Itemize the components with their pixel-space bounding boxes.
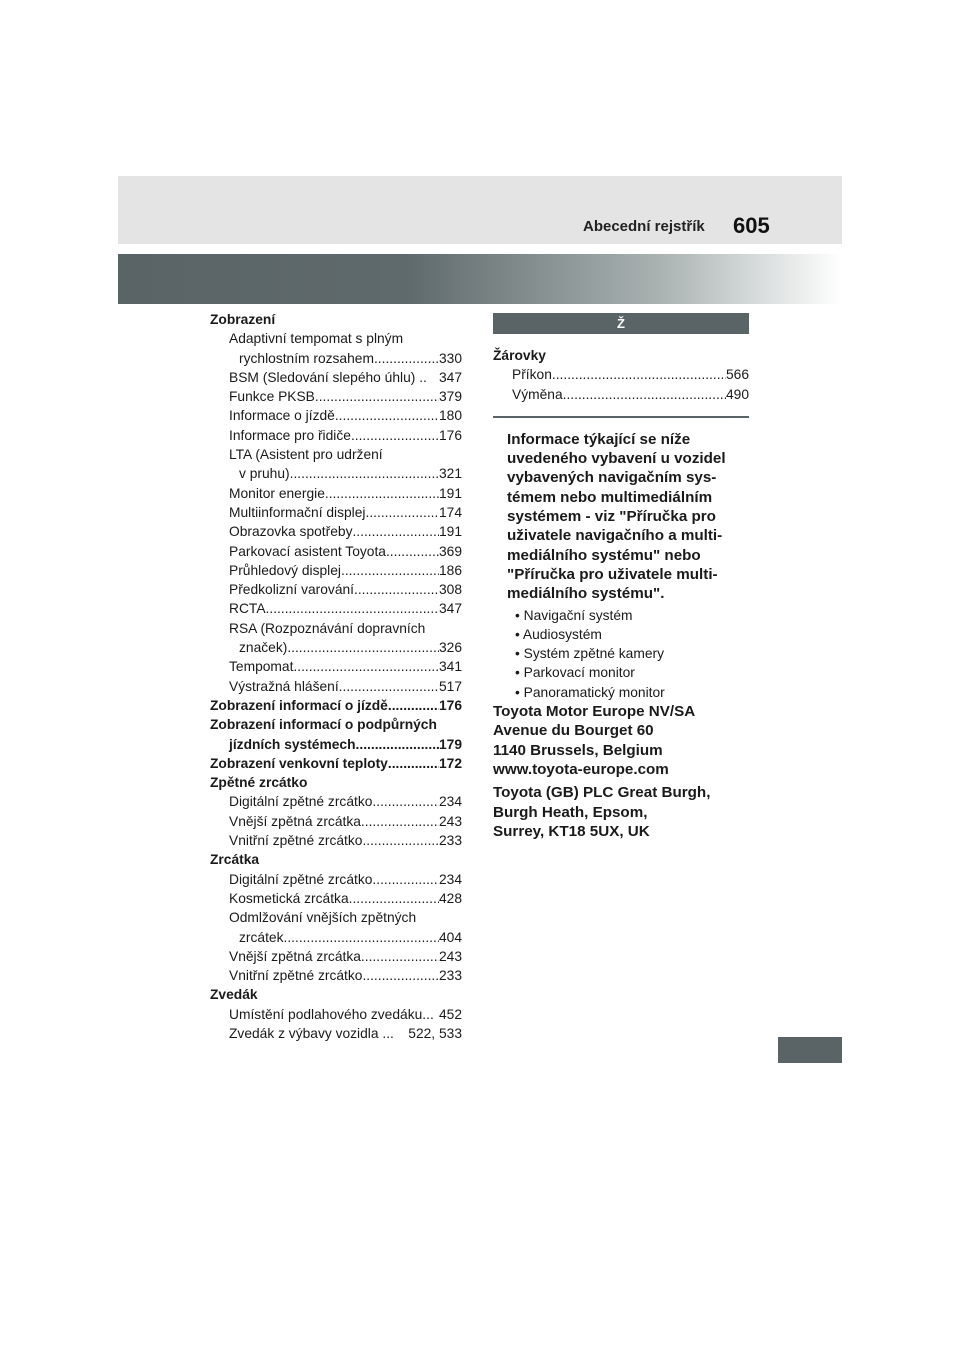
index-entry (210, 1005, 462, 1024)
bullet-list (507, 606, 749, 702)
entry-label: BSM (Sledování slepého úhlu) .. (229, 369, 427, 385)
entry-label: Výstražná hlášení (229, 678, 339, 694)
leader-dots (362, 831, 439, 850)
entry-label: zrcátek (239, 929, 284, 945)
entry-label: Parkovací asistent Toyota (229, 543, 386, 559)
index-entry (210, 831, 462, 850)
entry-label: Zvedák z výbavy vozidla ... (229, 1025, 394, 1041)
entry-label: Digitální zpětné zrcátko (229, 794, 373, 810)
leader-dots (372, 870, 439, 889)
entry-label: Zobrazení informací o jízdě (210, 697, 388, 713)
leader-dots (315, 387, 439, 406)
entry-page: 379 (438, 389, 462, 405)
entry-label: Zobrazení (210, 312, 276, 327)
address-line: Surrey, KT18 5UX, UK (493, 822, 650, 840)
index-entry (493, 385, 749, 404)
index-entry (210, 985, 462, 1004)
entry-label: Zobrazení venkovní teploty (210, 755, 388, 771)
index-entry (210, 329, 462, 348)
entry-label: v pruhu) (239, 466, 290, 482)
entry-label: Vnější zpětná zrcátka (229, 948, 361, 964)
entry-page: 233 (438, 968, 462, 984)
entry-page: 517 (438, 678, 462, 694)
index-entry (210, 619, 462, 638)
entry-label: Digitální zpětné zrcátko (229, 871, 373, 887)
entry-page: 321 (438, 466, 462, 482)
entry-label: Tempomat (229, 659, 294, 675)
leader-dots (290, 464, 439, 483)
entry-page: 404 (438, 929, 462, 945)
entry-page: 234 (438, 871, 462, 887)
entry-label: Informace o jízdě (229, 408, 335, 424)
leader-dots (552, 365, 726, 384)
index-entry (210, 928, 462, 947)
address-block (493, 702, 749, 841)
leader-dots (341, 561, 439, 580)
entry-page: 490 (725, 386, 749, 402)
address-line: 1140 Brussels, Belgium (493, 741, 663, 759)
entry-page: 452 (438, 1006, 462, 1022)
entry-label: Funkce PKSB (229, 389, 315, 405)
leader-dots (349, 889, 439, 908)
index-entry (210, 889, 462, 908)
leader-dots (386, 542, 439, 561)
index-entry (210, 368, 462, 387)
leader-dots (374, 349, 439, 368)
index-entry (210, 406, 462, 425)
list-item: • Navigační systém (515, 606, 749, 625)
letter-header: Ž (493, 313, 749, 334)
index-entry (210, 599, 462, 618)
entry-page: 369 (438, 543, 462, 559)
index-entry (210, 387, 462, 406)
section-title: Abecední rejstřík (583, 218, 705, 235)
index-entry (210, 484, 462, 503)
gradient-band (118, 254, 842, 304)
entry-label: Příkon (512, 367, 552, 383)
entry-label: rychlostním rozsahem (239, 350, 374, 366)
entry-label: Zrcátka (210, 852, 260, 868)
entry-label: Vnitřní zpětné zrcátko (229, 833, 363, 849)
entry-page: 186 (438, 562, 462, 578)
entry-page: 330 (438, 350, 462, 366)
leader-dots (325, 484, 439, 503)
entry-page: 341 (438, 659, 462, 675)
entry-label: Zpětné zrcátko (210, 775, 308, 791)
entry-label: Kosmetická zrcátka (229, 890, 349, 906)
index-entry (493, 365, 749, 384)
entry-label: Vnitřní zpětné zrcátko (229, 968, 363, 984)
leader-dots (356, 735, 439, 754)
entry-label: Průhledový displej (229, 562, 341, 578)
entry-page: 233 (438, 833, 462, 849)
list-item: • Panoramatický monitor (515, 683, 749, 702)
index-entry (210, 503, 462, 522)
entry-page: 174 (438, 504, 462, 520)
entry-page: 191 (438, 524, 462, 540)
entry-label: Obrazovka spotřeby (229, 524, 353, 540)
index-entry (210, 542, 462, 561)
index-column-right (493, 313, 749, 841)
entry-label: Multiinformační displej (229, 504, 366, 520)
index-entry (210, 638, 462, 657)
entry-label: Zobrazení informací o podpůrných (210, 717, 437, 733)
index-entry (210, 1024, 462, 1043)
list-item: • Systém zpětné kamery (515, 644, 749, 663)
index-entry (210, 754, 462, 773)
entry-page: 176 (438, 427, 462, 443)
entry-page: 179 (438, 736, 462, 752)
index-entry (210, 426, 462, 445)
index-entry (210, 792, 462, 811)
leader-dots (351, 426, 439, 445)
entry-label: Zvedák (210, 987, 258, 1003)
entry-label: Monitor energie (229, 485, 325, 501)
leader-dots (335, 406, 439, 425)
entry-page: 243 (438, 948, 462, 964)
leader-dots (266, 599, 439, 618)
index-entry (210, 445, 462, 464)
entry-label: Žárovky (493, 348, 546, 363)
index-entry (210, 464, 462, 483)
entry-page: 180 (438, 408, 462, 424)
entry-label: Informace pro řidiče (229, 427, 351, 443)
index-entry (210, 715, 462, 734)
index-entry (210, 561, 462, 580)
index-entry (210, 947, 462, 966)
leader-dots (354, 580, 439, 599)
side-thumb-tab (778, 1037, 842, 1063)
index-entry (210, 677, 462, 696)
address-line: www.toyota-europe.com (493, 760, 669, 778)
entry-page: 234 (438, 794, 462, 810)
index-entry (210, 522, 462, 541)
index-entry (210, 735, 462, 754)
leader-dots (362, 966, 439, 985)
leader-dots (388, 696, 439, 715)
entry-page: 308 (438, 582, 462, 598)
entry-label: LTA (Asistent pro udržení (229, 447, 383, 463)
entry-page: 243 (438, 813, 462, 829)
entry-label: jízdních systémech (229, 736, 356, 752)
entry-page: 176 (438, 697, 462, 713)
entry-page: 347 (438, 369, 462, 385)
index-column-left (210, 310, 462, 1043)
index-entry (210, 966, 462, 985)
index-entry (210, 310, 462, 329)
entry-page: 347 (438, 601, 462, 617)
entry-page: 428 (438, 890, 462, 906)
leader-dots (339, 677, 439, 696)
address-line: Avenue du Bourget 60 (493, 722, 654, 740)
leader-dots (361, 812, 439, 831)
index-entry (210, 812, 462, 831)
entry-page: 522, 533 (408, 1025, 462, 1041)
entry-label: Umístění podlahového zvedáku... (229, 1006, 434, 1022)
entry-label: Odmlžování vnějších zpětných (229, 910, 417, 926)
index-entry (210, 850, 462, 869)
entry-page: 191 (438, 485, 462, 501)
leader-dots (563, 385, 726, 404)
entry-page: 566 (725, 367, 749, 383)
leader-dots (361, 947, 439, 966)
entry-label: Výměna (512, 386, 563, 402)
address-line: Toyota Motor Europe NV/SA (493, 703, 696, 721)
leader-dots (287, 638, 439, 657)
index-entry (210, 696, 462, 715)
entry-label: Adaptivní tempomat s plným (229, 331, 404, 347)
entry-label: Předkolizní varování (229, 582, 355, 598)
index-entry (210, 349, 462, 368)
index-entry (210, 870, 462, 889)
info-box (493, 416, 749, 841)
address-line: Toyota (GB) PLC Great Burgh, (493, 784, 711, 802)
list-item: • Audiosystém (515, 625, 749, 644)
index-entry (493, 346, 749, 365)
index-entry (210, 908, 462, 927)
info-text: Informace týkající se níže uvedeného vybavení u vozidel vybavených navigačním sys-témem nebo multimediálním systémem - viz "Příručka pro uživatele navigačního a multi-mediálního systému" nebo "Příručka pro uživatele multi-mediálního systému". (507, 430, 726, 603)
address-line: Burgh Heath, Epsom, (493, 803, 648, 821)
index-entry (210, 773, 462, 792)
leader-dots (283, 928, 438, 947)
leader-dots (388, 754, 439, 773)
entry-label: RSA (Rozpoznávání dopravních (229, 620, 426, 636)
right-entries (493, 346, 749, 404)
index-entry (210, 580, 462, 599)
index-entry (210, 657, 462, 676)
entry-page: 326 (438, 640, 462, 656)
leader-dots (293, 657, 439, 676)
page-number: 605 (733, 213, 770, 238)
entry-label: RCTA (229, 601, 266, 617)
leader-dots (352, 522, 439, 541)
leader-dots (372, 792, 439, 811)
entry-label: Vnější zpětná zrcátka (229, 813, 361, 829)
list-item: • Parkovací monitor (515, 663, 749, 682)
entry-label: značek) (239, 640, 288, 656)
leader-dots (366, 503, 439, 522)
entry-page: 172 (438, 755, 462, 771)
